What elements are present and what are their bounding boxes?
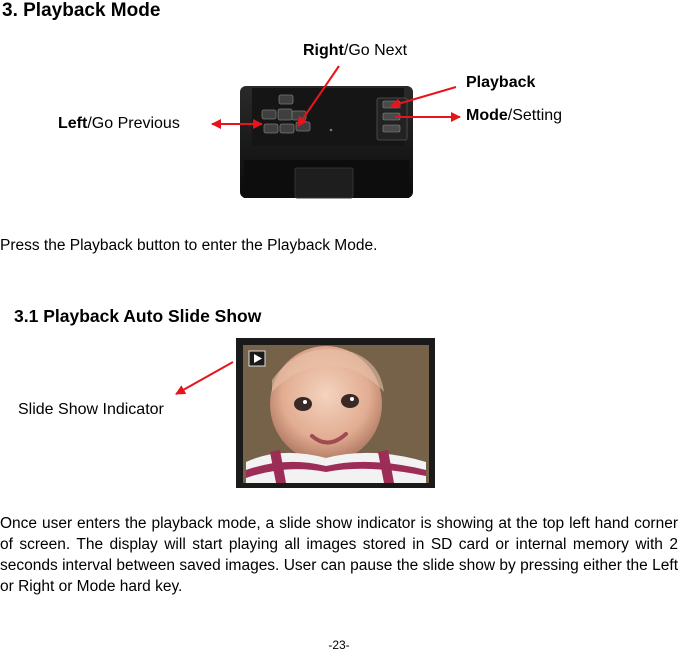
page-number: -23- — [328, 638, 350, 652]
section-title: 3. Playback Mode — [2, 0, 161, 21]
label-slide-show-indicator: Slide Show Indicator — [18, 401, 164, 418]
label-playback: Playback — [466, 74, 536, 91]
label-mode-setting: Mode/Setting — [466, 107, 563, 124]
label-right-go-next: Right/Go Next — [303, 42, 408, 59]
intro-text: Press the Playback button to enter the Playback Mode. — [0, 237, 378, 254]
subsection-title: 3.1 Playback Auto Slide Show — [14, 306, 262, 326]
viewer-device-image — [240, 86, 413, 198]
slideshow-photo — [236, 338, 435, 488]
label-left-go-previous: Left/Go Previous — [58, 115, 180, 132]
arrow-slideshow-indicator — [176, 362, 233, 394]
body-paragraph: Once user enters the playback mode, a slide show indicator is showing at the top left hand corner of screen. The display will start playing all images stored in SD card or internal memory with 2 seconds interval between saved images. User can pause the slide show by pressing either the Left or Right or Mode hard key. — [0, 515, 678, 595]
